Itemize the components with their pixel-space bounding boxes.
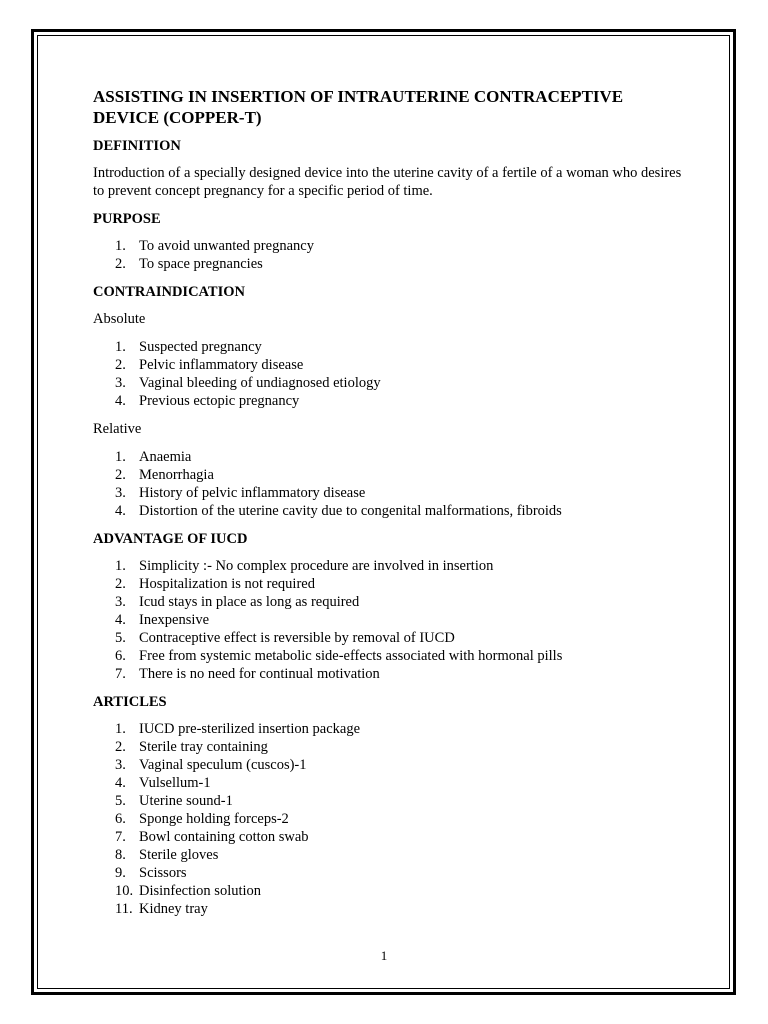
list-item-text: Free from systemic metabolic side-effects associated with hormonal pills	[139, 648, 563, 664]
list-item-number: 3.	[115, 485, 126, 501]
list-item-number: 2.	[115, 357, 126, 373]
list-item	[93, 720, 693, 738]
advantage-heading: ADVANTAGE OF IUCD	[93, 531, 248, 547]
list-item	[93, 374, 693, 392]
list-item-number: 5.	[115, 793, 126, 809]
list-item-number: 3.	[115, 757, 126, 773]
list-item-number: 2.	[115, 256, 126, 272]
document-body	[93, 86, 693, 928]
list-item-text: Vaginal bleeding of undiagnosed etiology	[139, 375, 381, 391]
list-item-text: Inexpensive	[139, 612, 210, 628]
list-item-number: 3.	[115, 375, 126, 391]
list-item	[93, 900, 693, 918]
list-item-text: Kidney tray	[139, 901, 208, 917]
list-item-number: 8.	[115, 847, 126, 863]
list-item-text: Sterile gloves	[139, 847, 219, 863]
list-item	[93, 356, 693, 374]
list-item-number: 3.	[115, 594, 126, 610]
list-item	[93, 756, 693, 774]
list-item	[93, 448, 693, 466]
list-item-number: 2.	[115, 467, 126, 483]
list-item	[93, 392, 693, 410]
relative-label: Relative	[93, 421, 142, 437]
list-item-text: IUCD pre-sterilized insertion package	[139, 721, 361, 737]
list-item-number: 1.	[115, 238, 126, 254]
list-item	[93, 502, 693, 520]
list-item-number: 6.	[115, 648, 126, 664]
list-item	[93, 338, 693, 356]
list-item-number: 9.	[115, 865, 126, 881]
relative-list	[93, 448, 693, 520]
list-item	[93, 864, 693, 882]
list-item-text: To space pregnancies	[139, 256, 263, 272]
advantage-list	[93, 557, 693, 683]
list-item-number: 7.	[115, 666, 126, 682]
list-item	[93, 738, 693, 756]
list-item	[93, 665, 693, 683]
list-item-number: 11.	[115, 901, 133, 917]
list-item-text: Menorrhagia	[139, 467, 214, 483]
list-item-number: 4.	[115, 612, 126, 628]
articles-heading: ARTICLES	[93, 694, 167, 710]
list-item-number: 1.	[115, 558, 126, 574]
list-item-number: 4.	[115, 393, 126, 409]
list-item-number: 1.	[115, 339, 126, 355]
list-item-text: Bowl containing cotton swab	[139, 829, 309, 845]
list-item	[93, 882, 693, 900]
list-item	[93, 575, 693, 593]
list-item	[93, 611, 693, 629]
list-item-text: Suspected pregnancy	[139, 339, 262, 355]
contraindication-heading: CONTRAINDICATION	[93, 284, 245, 300]
list-item-text: Hospitalization is not required	[139, 576, 315, 592]
list-item-number: 5.	[115, 630, 126, 646]
list-item-number: 2.	[115, 576, 126, 592]
list-item-text: Uterine sound-1	[139, 793, 233, 809]
list-item	[93, 647, 693, 665]
list-item-number: 7.	[115, 829, 126, 845]
list-item	[93, 828, 693, 846]
definition-text: Introduction of a specially designed device into the uterine cavity of a fertile of a woman who desires to prevent concept pregnancy for a specific period of time.	[93, 165, 682, 199]
list-item-text: Sponge holding forceps-2	[139, 811, 289, 827]
list-item	[93, 237, 693, 255]
purpose-list	[93, 237, 693, 273]
list-item	[93, 629, 693, 647]
list-item	[93, 557, 693, 575]
list-item-number: 2.	[115, 739, 126, 755]
list-item	[93, 810, 693, 828]
list-item-text: Vaginal speculum (cuscos)-1	[139, 757, 307, 773]
list-item-text: Anaemia	[139, 449, 192, 465]
articles-list	[93, 720, 693, 918]
absolute-list	[93, 338, 693, 410]
list-item	[93, 593, 693, 611]
list-item-text: Vulsellum-1	[139, 775, 211, 791]
list-item-text: Contraceptive effect is reversible by removal of IUCD	[139, 630, 455, 646]
list-item-text: Distortion of the uterine cavity due to congenital malformations, fibroids	[139, 503, 562, 519]
list-item-number: 10.	[115, 883, 134, 899]
list-item-text: Sterile tray containing	[139, 739, 268, 755]
purpose-heading: PURPOSE	[93, 211, 161, 227]
list-item-number: 6.	[115, 811, 126, 827]
list-item-text: History of pelvic inflammatory disease	[139, 485, 366, 501]
list-item	[93, 846, 693, 864]
absolute-label: Absolute	[93, 311, 146, 327]
list-item-text: Icud stays in place as long as required	[139, 594, 360, 610]
list-item-text: Previous ectopic pregnancy	[139, 393, 300, 409]
list-item-text: There is no need for continual motivation	[139, 666, 380, 682]
list-item-number: 4.	[115, 503, 126, 519]
list-item	[93, 255, 693, 273]
list-item-number: 1.	[115, 721, 126, 737]
list-item-text: Disinfection solution	[139, 883, 262, 899]
list-item-text: Scissors	[139, 865, 187, 881]
list-item-text: To avoid unwanted pregnancy	[139, 238, 314, 254]
list-item-text: Simplicity :- No complex procedure are involved in insertion	[139, 558, 494, 574]
page-number: 1	[380, 948, 388, 963]
list-item	[93, 484, 693, 502]
list-item-text: Pelvic inflammatory disease	[139, 357, 304, 373]
list-item-number: 1.	[115, 449, 126, 465]
document-title: ASSISTING IN INSERTION OF INTRAUTERINE CONTRACEPTIVE DEVICE (COPPER-T)	[93, 87, 624, 127]
list-item	[93, 774, 693, 792]
definition-heading: DEFINITION	[93, 138, 181, 154]
list-item-number: 4.	[115, 775, 126, 791]
list-item	[93, 466, 693, 484]
list-item	[93, 792, 693, 810]
